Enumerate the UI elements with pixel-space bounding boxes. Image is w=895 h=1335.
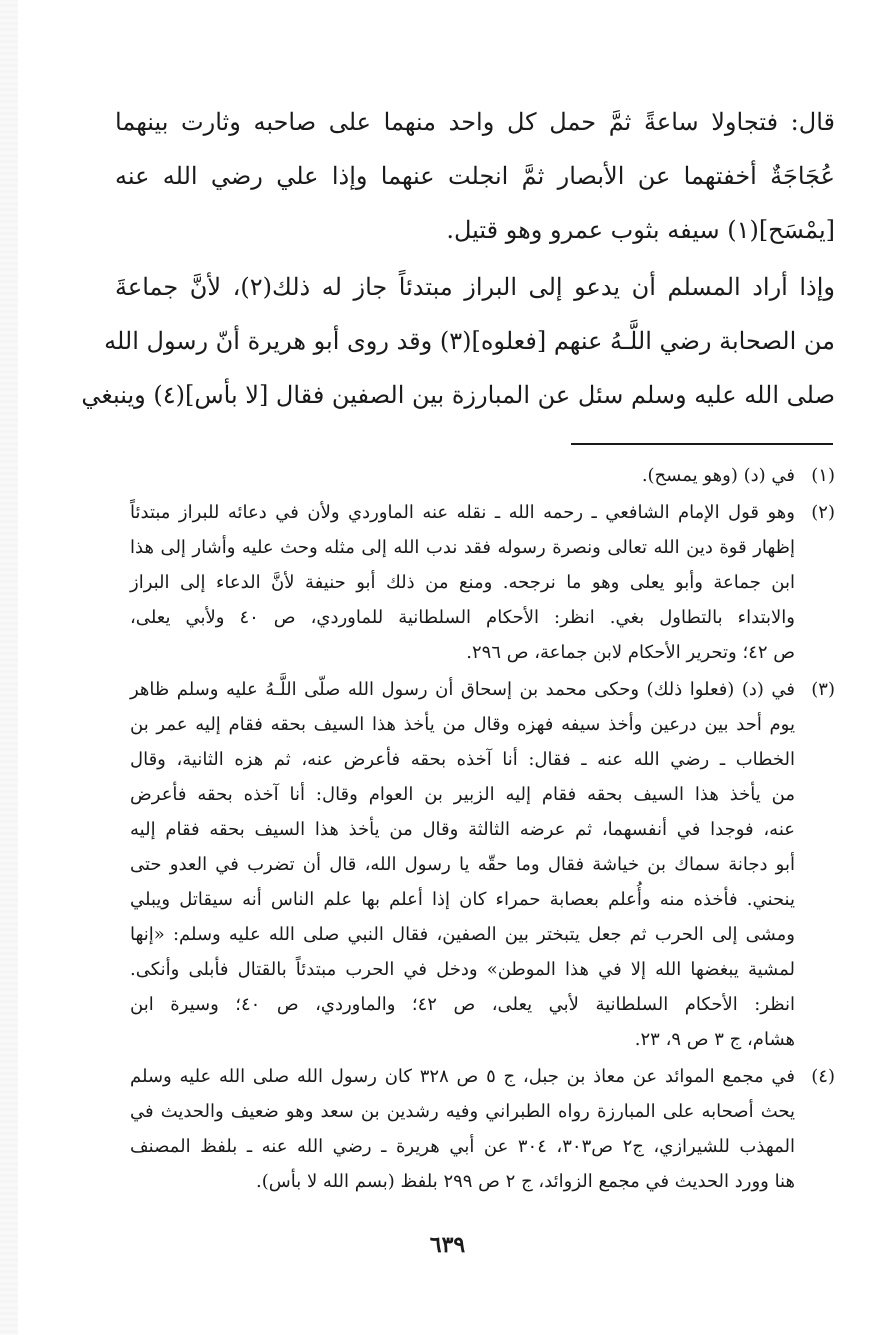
footnote-line: في (د) (فعلوا ذلك) وحكى محمد بن إسحاق أن رسول الله صلّى اللَّـهُ عليه وسلم ظاهر xyxy=(130,679,795,700)
footnote-4 xyxy=(130,1059,835,1199)
footnote-line: ابن جماعة وأبو يعلى وهو ما نرجحه. ومنع من ذلك أبو حنيفة لأنَّ الدعاء إلى البراز xyxy=(130,572,795,593)
footnote-line: يوم أحد بين درعين وأخذ سيفه فهزه وقال من يأخذ هذا السيف بحقه فقام إليه عمر بن xyxy=(130,714,795,735)
footnote-line: إظهار قوة دين الله تعالى ونصرة رسوله فقد ندب الله إلى مثله وحث عليه وأشار إلى هذا xyxy=(130,537,795,558)
footnote-line: المهذب للشيرازي، ج٢ ص٣٠٣، ٣٠٤ عن أبي هريرة ـ رضي الله عنه ـ بلفظ المصنف xyxy=(130,1136,795,1157)
footnotes-section xyxy=(130,458,835,1201)
footnote-line: في (د) (وهو يمسح). xyxy=(641,465,795,486)
text-line: صلى الله عليه وسلم سئل عن المبارزة بين الصفين فقال [لا بأس](٤) وينبغي xyxy=(81,381,835,409)
text-line: عُجَاجَةٌ أخفتهما عن الأبصار ثمَّ انجلت عنهما وإذا علي رضي الله عنه xyxy=(115,162,835,190)
main-paragraph-1 xyxy=(115,95,835,257)
footnote-number: (١) xyxy=(811,465,835,486)
footnote-line: من يأخذ هذا السيف بحقه فقام إليه الزبير بن العوام وقال: أنا آخذه بحقه فأعرض xyxy=(130,784,795,805)
footnote-line: يحث أصحابه على المبارزة رواه الطبراني وفيه رشدين بن سعد وهو ضعيف والحديث في xyxy=(130,1101,795,1122)
footnote-line: ص ٤٢؛ وتحرير الأحكام لابن جماعة، ص ٢٩٦. xyxy=(466,642,795,663)
footnote-number: (٤) xyxy=(811,1066,835,1087)
footnote-line: انظر: الأحكام السلطانية لأبي يعلى، ص ٤٢؛ والماوردي، ص ٤٠؛ وسيرة ابن xyxy=(130,994,795,1015)
footnote-3 xyxy=(130,672,835,1057)
footnote-line: هنا وورد الحديث في مجمع الزوائد، ج ٢ ص ٢٩٩ بلفظ (بسم الله لا بأس). xyxy=(256,1171,795,1192)
footnote-line: لمشية يبغضها الله إلا في هذا الموطن» ودخل في الحرب مبتدئاً بالقتال فأبلى وأنكى. xyxy=(130,959,795,980)
footnote-line: في مجمع الموائد عن معاذ بن جبل، ج ٥ ص ٣٢٨ كان رسول الله صلى الله عليه وسلم xyxy=(130,1066,795,1087)
footnote-line: الخطاب ـ رضي الله عنه ـ فقال: أنا آخذه بحقه فأعرض عنه، ثم هزه الثانية، وقال xyxy=(130,749,795,770)
text-line: من الصحابة رضي اللَّـهُ عنهم [فعلوه](٣) وقد روى أبو هريرة أنّ رسول الله xyxy=(104,327,835,355)
footnote-line: وهو قول الإمام الشافعي ـ رحمه الله ـ نقله عنه الماوردي ولأن في دعائه للبراز مبتدئاً xyxy=(130,502,795,523)
footnote-line: ينحني. فأخذه منه وأُعلم بعصابة حمراء كان إذا أعلم بها علم الناس أنه سيقاتل ويبلي xyxy=(130,889,795,910)
text-line: وإذا أراد المسلم أن يدعو إلى البراز مبتدئاً جاز له ذلك(٢)، لأنَّ جماعةَ xyxy=(115,273,836,301)
scan-edge-texture xyxy=(0,0,18,1335)
footnote-number: (٣) xyxy=(811,679,835,700)
footnote-line: والابتداء بالتطاول بغي. انظر: الأحكام السلطانية للماوردي، ص ٤٠ ولأبي يعلى، xyxy=(130,607,795,628)
footnote-2 xyxy=(130,495,835,670)
main-paragraph-2 xyxy=(81,260,836,422)
footnote-line: هشام، ج ٣ ص ٩، ٢٣. xyxy=(634,1029,795,1050)
footnote-1 xyxy=(130,458,835,493)
footnote-number: (٢) xyxy=(811,502,835,523)
footnote-line: أبو دجانة سماك بن خياشة فقال وما حقّه يا رسول الله، قال أن تضرب في العدو حتى xyxy=(130,854,795,875)
footnote-line: عنه، فوجدا في أنفسهما، ثم عرضه الثالثة وقال من يأخذ هذا السيف بحقه فقام إليه xyxy=(130,819,795,840)
page-number: ٦٣٩ xyxy=(429,1232,466,1258)
text-line: قال: فتجاولا ساعةً ثمَّ حمل كل واحد منهما على صاحبه وثارت بينهما xyxy=(115,108,835,136)
footnote-separator xyxy=(571,443,833,445)
footnote-line: ومشى إلى الحرب ثم جعل يتبختر بين الصفين، فقال النبي صلى الله عليه وسلم: «إنها xyxy=(130,924,795,945)
text-line: [يمْسَح](١) سيفه بثوب عمرو وهو قتيل. xyxy=(446,216,835,244)
